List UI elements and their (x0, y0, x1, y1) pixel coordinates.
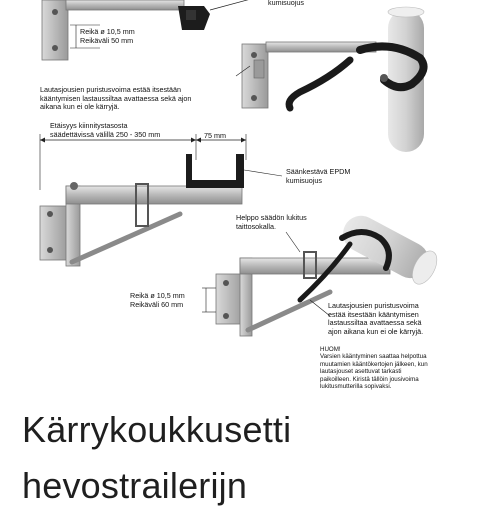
middle-bracket (40, 154, 282, 266)
top-left-bracket (42, 0, 262, 60)
label-width-75: 75 mm (204, 131, 226, 140)
top-right-bracket (236, 7, 424, 152)
listing-title (22, 402, 480, 514)
label-distance: Etäisyys kiinnitystasosta säädettävissä välillä 250 - 350 mm (50, 121, 161, 139)
label-top-rubber-cover: kumisuojus (268, 0, 304, 7)
label-easy-lock: Helppo säädön lukitus taittosokalla. (236, 213, 307, 231)
label-bottom-spring: Lautasjousien puristusvoima estää itsestään kääntymisen lastaussiltaa avattaessa sekä ajon aikana kun ei ole kärryjä. (328, 301, 424, 336)
listing-title-line-1: Kärrykoukkusetti (22, 409, 292, 450)
label-bottom-hole: Reikä ø 10,5 mm Reikäväli 60 mm (130, 291, 185, 309)
listing-title-line-2: hevostrailerijn (22, 465, 248, 506)
label-note: HUOM! Varsien kääntyminen saattaa helpottua muutamien kääntökertojen jälkeen, kun lautasjouset asettuvat tarkasti paikoilleen. Kiristä tällöin jousivoima lukitusmutterilla sopivaksi. (320, 346, 428, 391)
label-top-spring: Lautasjousien puristusvoima estää itsestään kääntymisen lastaussiltaa avattaessa sekä ajon aikana kun ei ole kärryjä. (40, 85, 192, 111)
label-top-hole: Reikä ø 10,5 mm Reikäväli 50 mm (80, 27, 135, 45)
label-epdm-cover: Säänkestävä EPDM kumisuojus (286, 167, 351, 185)
